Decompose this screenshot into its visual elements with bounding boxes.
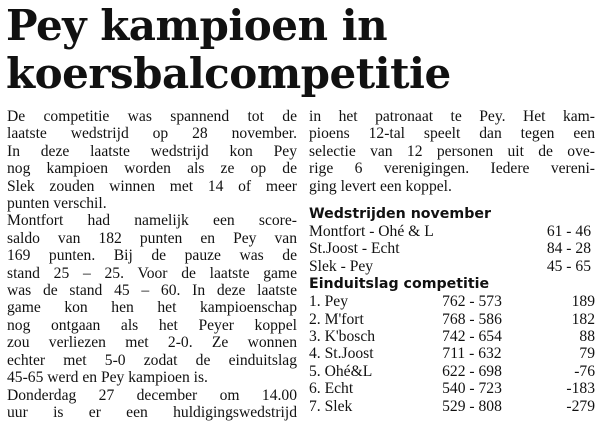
table-row <box>309 345 595 362</box>
table-row <box>309 240 595 257</box>
match-score: 61 - 46 <box>546 223 591 241</box>
text-line: punten verschil. <box>7 195 107 213</box>
right-column <box>309 108 595 415</box>
paragraph-huldiging <box>7 387 297 422</box>
paragraph-montfort <box>7 212 297 386</box>
text-line: Montfort had namelijk een score- <box>7 212 297 230</box>
text-line: 45-65 werd en Pey kampioen is. <box>7 369 208 387</box>
table-row <box>309 311 595 328</box>
text-line: De competitie was spannend tot de <box>7 108 297 125</box>
text-line: laatste wedstrijd op 28 november. <box>7 125 297 143</box>
text-line: ging levert een koppel. <box>309 177 452 195</box>
text-line: was de stand 45 – 60. In deze laatste <box>7 282 297 300</box>
match-score: 84 - 28 <box>546 240 591 258</box>
text-line: selectie van 12 personen uit de ove- <box>309 142 595 160</box>
standing-saldo: -183 <box>566 380 595 398</box>
text-line: nog ontgaan als het Peyer koppel <box>7 316 297 334</box>
match-score: 45 - 65 <box>546 257 591 275</box>
standing-team: 1. Pey <box>309 293 348 311</box>
text-line: saldo van 182 punten en Pey van <box>7 229 297 247</box>
standing-saldo: -279 <box>566 397 595 415</box>
text-line: Donderdag 27 december om 14.00 <box>7 386 297 404</box>
text-line: uur is er een huldigingswedstrijd <box>7 403 297 421</box>
headline-line: koersbalcompetitie <box>6 49 451 98</box>
table-row <box>309 363 595 380</box>
standing-team: 2. M'fort <box>309 310 364 328</box>
standing-team: 5. Ohé&L <box>309 362 373 380</box>
text-line: pioens 12-tal speelt dan tegen een <box>309 125 595 143</box>
text-line: In deze laatste wedstrijd kon Pey <box>7 142 297 160</box>
standing-score: 711 - 632 <box>442 345 502 363</box>
standing-team: 3. K'bosch <box>309 328 376 346</box>
table-row <box>309 380 595 397</box>
paragraph-continued <box>309 108 595 195</box>
table-row <box>309 258 595 275</box>
standing-score: 768 - 586 <box>442 310 502 328</box>
standing-saldo: 182 <box>571 310 595 328</box>
text-line: rige 6 verenigingen. Iedere vereni- <box>309 160 595 178</box>
standings-heading: Einduitslag competitie <box>309 276 490 293</box>
text-line: Slek zouden winnen met 14 of meer <box>7 177 297 195</box>
text-line: nog kampioen worden als ze op de <box>7 160 297 178</box>
standing-team: 6. Echt <box>309 380 354 398</box>
table-row <box>309 398 595 415</box>
headline-line: Pey kampioen in <box>6 1 388 50</box>
standing-saldo: 189 <box>571 293 595 311</box>
standing-score: 529 - 808 <box>442 397 502 415</box>
match-teams: St.Joost - Echt <box>309 240 400 258</box>
standing-score: 742 - 654 <box>442 328 502 346</box>
article-headline <box>6 2 596 98</box>
standings-table <box>309 293 595 415</box>
text-line: in het patronaat te Pey. Het kam- <box>309 108 595 125</box>
table-row <box>309 223 595 240</box>
standing-saldo: -76 <box>574 362 595 380</box>
text-line: echter met 5-0 zodat de einduitslag <box>7 351 297 369</box>
match-teams: Montfort - Ohé & L <box>309 223 434 241</box>
left-column <box>7 108 297 421</box>
standing-saldo: 79 <box>579 345 595 363</box>
paragraph-intro <box>7 108 297 212</box>
table-row <box>309 293 595 310</box>
standing-team: 7. Slek <box>309 397 353 415</box>
match-teams: Slek - Pey <box>309 257 374 275</box>
matches-heading: Wedstrijden november <box>309 206 491 223</box>
matches-table <box>309 223 595 275</box>
text-line: zou verliezen met 2-0. Ze wonnen <box>7 334 297 352</box>
standing-score: 762 - 573 <box>442 293 502 311</box>
text-line: stand 25 – 25. Voor de laatste game <box>7 264 297 282</box>
table-row <box>309 328 595 345</box>
standing-score: 540 - 723 <box>442 380 502 398</box>
standing-team: 4. St.Joost <box>309 345 374 363</box>
standing-score: 622 - 698 <box>442 362 502 380</box>
text-line: game kon hen het kampioenschap <box>7 299 297 317</box>
text-line: 169 punten. Bij de pauze was de <box>7 247 297 265</box>
standing-saldo: 88 <box>579 328 595 346</box>
